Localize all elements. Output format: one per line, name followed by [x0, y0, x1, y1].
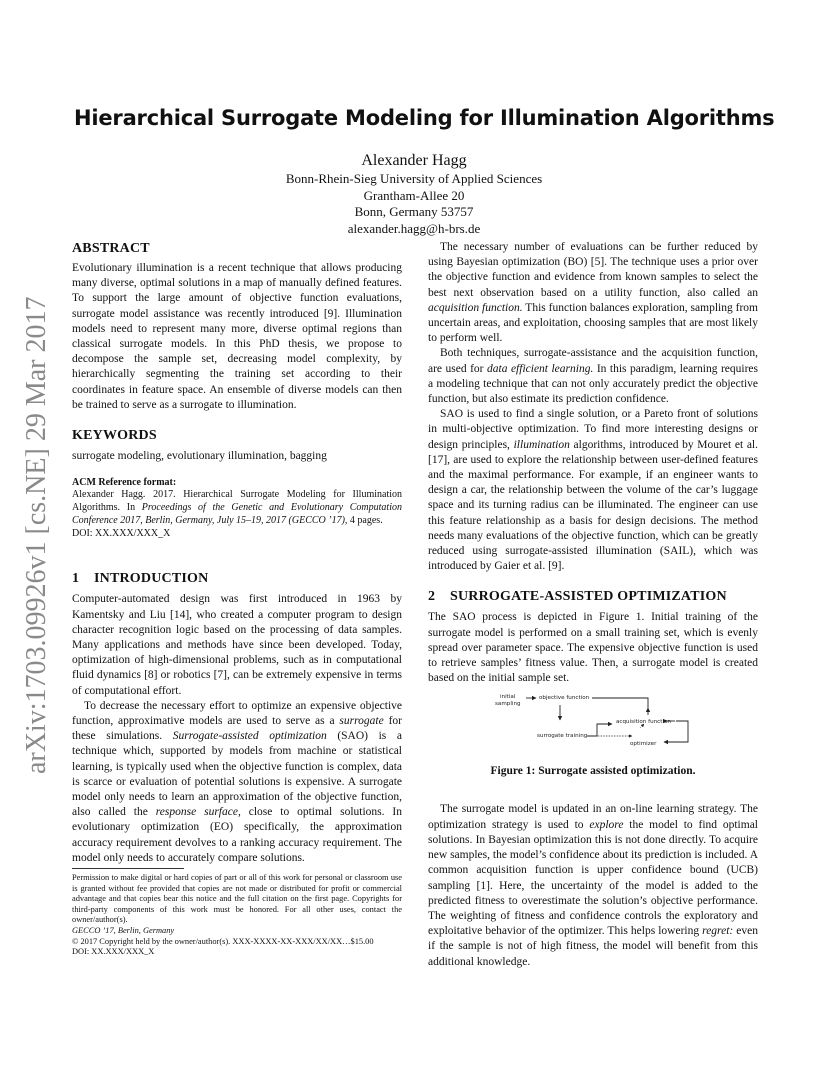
node-initial-line-2: sampling	[495, 701, 521, 707]
right-italic: illumination	[513, 438, 570, 451]
acm-reference-heading: ACM Reference format:	[72, 477, 177, 489]
right-column	[428, 240, 758, 970]
footer-venue: GECCO ’17, Berlin, Germany	[72, 925, 175, 935]
author-city: Bonn, Germany 53757	[354, 204, 474, 220]
acm-reference-pre: Alexander Hagg. 2017. Hierarchical Surrogate Modeling for Illumination Algorithms. In	[72, 489, 402, 514]
right-paragraph-1	[428, 240, 758, 346]
permission-notice: Permission to make digital or hard copies of part or all of this work for personal or classroom use is granted without fee provided that copies are not made or distributed for profit or commercial advantage and that copies bear this notice and the full citation on the first page. Copyrights for third-party components of this work must be honored. For all other uses, contact the owner/author(s).	[72, 873, 402, 925]
right-text: SAO is used to find a single solution, or a Pareto front of solutions in multi-objective optimization. To find more interesting designs or design principles,	[428, 408, 758, 451]
right-italic: acquisition function.	[428, 301, 523, 314]
keywords-heading: KEYWORDS	[72, 428, 157, 444]
acm-reference-doi: DOI: XX.XXX/XXX_X	[72, 527, 171, 539]
introduction-heading	[72, 570, 402, 588]
section2-title: SURROGATE-ASSISTED OPTIMIZATION	[450, 589, 727, 605]
s2-text: The surrogate model is updated in an on-line learning strategy. The optimization strategy is used to	[428, 803, 758, 831]
keywords-text: surrogate modeling, evolutionary illumination, bagging	[72, 450, 327, 463]
acm-reference-proceedings: Proceedings of the Genetic and Evolutionary Computation Conference 2017, Berlin, Germany, July 15–19, 2017 (GECCO ’17),	[72, 502, 402, 526]
node-optimizer: optimizer	[630, 741, 657, 747]
right-text: Both techniques, surrogate-assistance and the acquisition function, are used for	[428, 347, 758, 375]
author-affiliation: Bonn-Rhein-Sieg University of Applied Sciences	[285, 171, 543, 186]
right-paragraph-3	[428, 407, 758, 574]
author-street: Grantham-Allee 20	[363, 187, 465, 203]
figure-1-caption: Figure 1: Surrogate assisted optimization.	[490, 765, 696, 777]
right-text: algorithms, introduced by Mouret et al. [17], are used to explore the relationship between user-defined features and the maximal performance. For example, if an engineer wants to design a car, the relationship between the volume of the car’s luggage space and its turning radius can be illuminated. The engineer can use this feature relationship as a basis for design decisions. The method needs many evaluations of the objective function, which can be greatly reduced using surrogate-assisted illumination (SAIL), which was introduced by Gaier et al. [9].	[428, 438, 758, 573]
s2-italic: regret:	[702, 925, 734, 938]
node-acquisition-function: acquisition function	[616, 719, 671, 725]
intro-text: (SAO) is a technique which, supported by models from machine or statistical learning, is typically used when the objective function is complex, data is scarce or evaluation of potential solutions is expensive. A surrogate model only needs to learn an approximation of the objective function, also called the	[72, 730, 402, 819]
s2-italic: explore	[589, 818, 624, 831]
figure-1-diagram	[492, 690, 702, 750]
node-objective-function: objective function	[539, 695, 590, 701]
paper-title: Hierarchical Surrogate Modeling for Illumination Algorithms	[74, 106, 775, 130]
abstract-text: Evolutionary illumination is a recent technique that allows producing many diverse, optimal solutions in a map of manually defined features. To support the large amount of objective function evaluations, surrogate model assistance was recently introduced [9]. Illumination models need to represent many more, diverse optimal regions than classical surrogate models. In this PhD thesis, we propose to decompose the sample set, decreasing model complexity, by hierarchically segmenting the training set according to their coordinates in feature space. An ensemble of diverse models can then be trained to serve as a surrogate to illumination.	[72, 262, 402, 411]
author-block	[214, 150, 614, 237]
introduction-paragraph-1: Computer-automated design was first introduced in 1963 by Kamentsky and Liu [14], who created a computer program to design character recognition logic based on the processing of data samples. Many applications and methods have since been developed. Today, optimization of high-dimensional problems, such as in computational fluid dynamics [8] or robotics [7], can be extremely expensive in terms of computational effort.	[72, 593, 402, 697]
copyright-footer	[72, 873, 402, 958]
right-paragraph-2	[428, 346, 758, 407]
arxiv-stamp: arXiv:1703.09926v1 [cs.NE] 29 Mar 2017	[21, 296, 52, 774]
loop-back-line	[592, 698, 648, 708]
author-email: alexander.hagg@h-brs.de	[347, 220, 481, 236]
acm-reference-text	[72, 489, 402, 540]
introduction-paragraph-2	[72, 699, 402, 866]
intro-italic: surrogate	[339, 715, 384, 728]
footer-copyright: © 2017 Copyright held by the owner/author(s). XXX-XXXX-XX-XXX/XX/XX…$15.00	[72, 936, 374, 946]
intro-text: for these simulations.	[72, 715, 402, 743]
intro-italic: response surface,	[155, 806, 241, 819]
node-initial-line-1: initial	[500, 694, 516, 700]
section2-heading	[428, 588, 758, 606]
section2-paragraph-2	[428, 802, 758, 969]
node-surrogate-training: surrogate training	[537, 733, 588, 739]
intro-text: To decrease the necessary effort to optimize an expensive objective function, approximative models are used to serve as a	[72, 699, 402, 728]
intro-italic: Surrogate-assisted optimization	[172, 730, 327, 743]
acm-reference-pages: 4 pages.	[347, 514, 383, 526]
section2-paragraph-1: The SAO process is depicted in Figure 1. Initial training of the surrogate model is performed on a small training set, which is evenly spread over parameter space. The expensive objective function is used to retrieve samples’ fitness value. Then, a surrogate model is created based on the initial sample set.	[428, 611, 758, 685]
right-text: In this paradigm, learning requires a modeling technique that can not only accurately predict the objective function, but also estimate its prediction confidence.	[428, 362, 759, 406]
intro-text: close to optimal solutions. In evolutionary optimization (EO) specifically, the approximation accuracy requirement devolves to a ranking accuracy requirement. The model only needs to accurately compare solutions.	[72, 806, 403, 864]
footer-doi: DOI: XX.XXX/XXX_X	[72, 947, 155, 957]
s2-text: even if the sample is not of high fitness, the model will benefit from this additional knowledge.	[428, 925, 758, 968]
right-text: This function balances exploration, sampling from uncertain areas, and exploitation, choosing samples that are most likely to perform well.	[428, 301, 758, 345]
introduction-title: INTRODUCTION	[94, 571, 209, 587]
right-text: The necessary number of evaluations can be further reduced by using Bayesian optimization (BO) [5]. The technique uses a prior over the objective function and evidence from known samples to select the best next observation based on a utility function, also called an	[428, 241, 758, 299]
left-column	[72, 240, 402, 866]
author-name: Alexander Hagg	[361, 152, 467, 169]
right-italic: data efficient learning.	[487, 362, 594, 375]
s2-text: the model to find optimal solutions. In Bayesian optimization this is not done directly. To acquire new samples, the model’s confidence about its prediction is included. A common acquisition function is upper confidence bound (UCB) sampling [1]. Here, the uncertainty of the model is added to the predicted fitness to overestimate the solution’s objective performance. The weighting of fitness and confidence controls the exploratory and exploitative behavior of the optimizer. This helps lowering	[428, 818, 758, 938]
arrow-surrogate-to-acquisition	[587, 724, 612, 736]
section2-number: 2	[428, 589, 436, 605]
abstract-heading: ABSTRACT	[72, 241, 150, 256]
introduction-number: 1	[72, 571, 80, 587]
footer-rule	[72, 868, 184, 869]
